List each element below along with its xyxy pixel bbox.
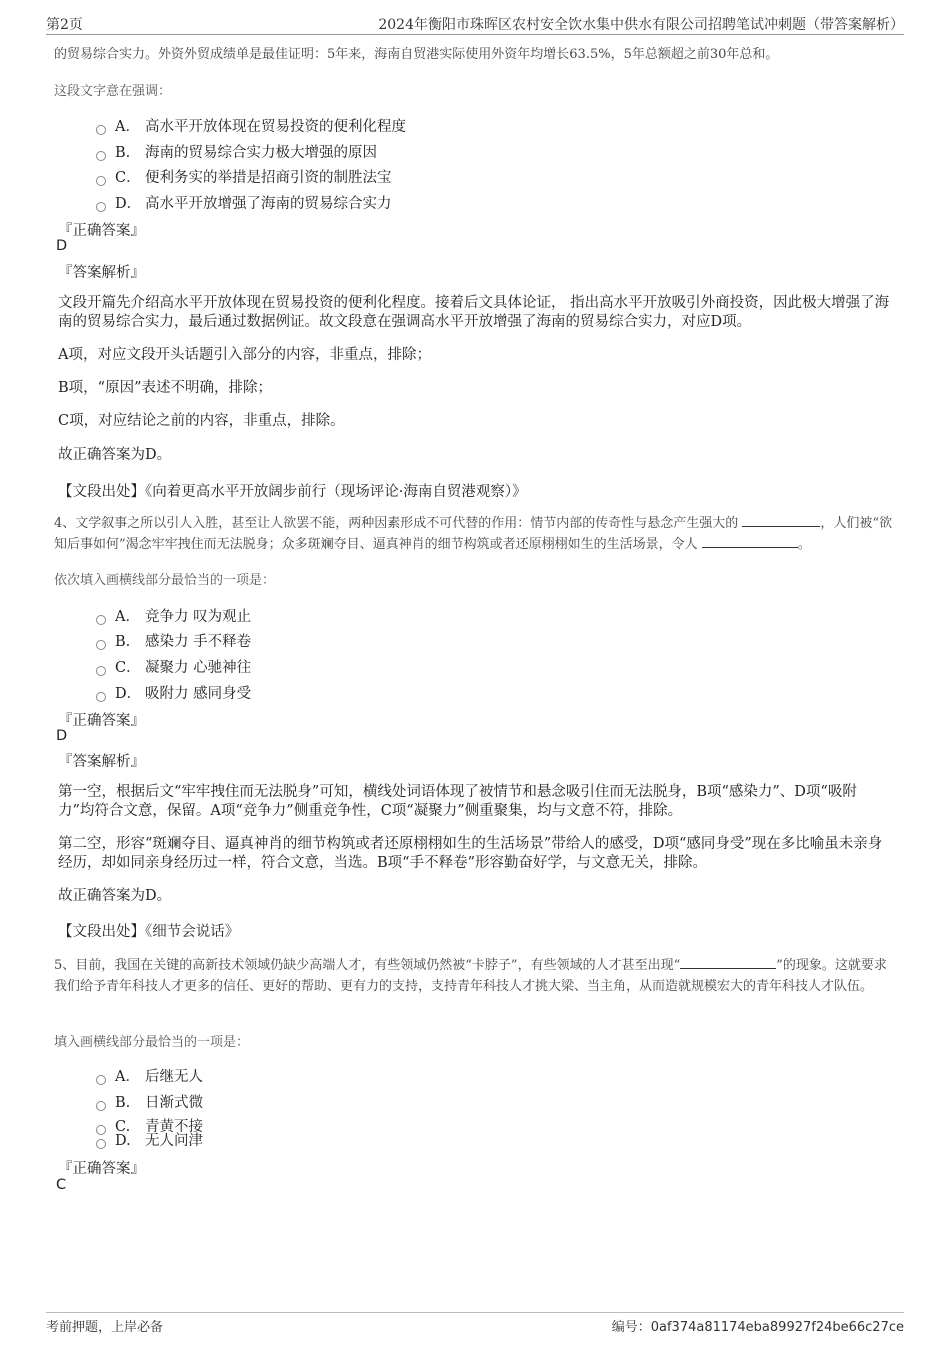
q4-option-c[interactable]: C． 凝聚力 心驰神往 — [96, 656, 251, 678]
radio-icon[interactable] — [96, 176, 106, 186]
radio-icon[interactable] — [96, 640, 106, 650]
q4-option-b[interactable]: B. 感染力 手不释卷 — [96, 630, 251, 652]
radio-icon[interactable] — [96, 666, 106, 676]
page-number: 第2页 — [46, 17, 83, 33]
q4-question-text: 4、文学叙事之所以引人入胜，甚至让人欲罢不能，两种因素形成不可代替的作用：情节内部的传奇性与悬念产生强大的 ，人们被“欲知后事如何”渴念牢牢拽住而无法脱身；众多斑斓夺目、逼真神肖的细节构筑或者还原栩栩如生的生活场景，令人 。 — [54, 513, 899, 555]
q3-option-d[interactable]: D． 高水平开放增强了海南的贸易综合实力 — [96, 192, 392, 214]
blank-line — [702, 534, 798, 548]
q5-option-b[interactable]: B. 日渐式微 — [96, 1091, 203, 1113]
q5-option-c[interactable]: C. 青黄不接 — [96, 1115, 203, 1137]
q4-answer-label: 『正确答案』 — [58, 713, 145, 729]
q3-analysis-5: 故正确答案为D。 — [58, 447, 172, 463]
q5-option-a[interactable]: A． 后继无人 — [96, 1065, 203, 1087]
blank-line — [742, 513, 820, 527]
radio-icon[interactable] — [96, 151, 106, 161]
q4-option-d[interactable]: D． 吸附力 感同身受 — [96, 682, 251, 704]
q5-answer-label: 『正确答案』 — [58, 1161, 145, 1177]
q3-analysis-2: A项，对应文段开头话题引入部分的内容，非重点，排除； — [58, 347, 431, 363]
footer-document-id: 编号：0af374a81174eba89927f24be66c27ce — [611, 1320, 904, 1335]
q4-source: 【文段出处】《细节会说话》 — [58, 924, 240, 940]
radio-icon[interactable] — [96, 202, 106, 212]
radio-icon[interactable] — [96, 125, 106, 135]
radio-icon[interactable] — [96, 1075, 106, 1085]
radio-icon[interactable] — [96, 615, 106, 625]
q4-analysis-3: 故正确答案为D。 — [58, 888, 172, 904]
q3-option-b[interactable]: B. 海南的贸易综合实力极大增强的原因 — [96, 141, 377, 163]
q3-answer: D — [56, 238, 68, 254]
q5-option-d[interactable]: D. 无人问津 — [96, 1129, 203, 1151]
q4-analysis-1: 第一空，根据后文“牢牢拽住而无法脱身”可知，横线处词语体现了被情节和悬念吸引住而无法脱身，B项“感染力”、D项“吸附力”均符合文意，保留。A项“竞争力”侧重竞争性，C项“凝聚力”侧重聚集，均与文意不符，排除。 — [58, 784, 857, 819]
q3-analysis-1: 文段开篇先介绍高水平开放体现在贸易投资的便利化程度。接着后文具体论证， 指出高水平开放吸引外商投资，因此极大增强了海南的贸易综合实力，最后通过数据例证。故文段意在强调高水平开放增强了海南的贸易综合实力，对应D项。 — [58, 295, 890, 330]
q3-analysis-4: C项，对应结论之前的内容，非重点，排除。 — [58, 413, 345, 429]
q4-analysis-2: 第二空，形容“斑斓夺目、逼真神肖的细节构筑或者还原栩栩如生的生活场景”带给人的感受，D项“感同身受”现在多比喻虽未亲身经历，却如同亲身经历过一样，符合文意，当选。B项“手不释卷”形容勤奋好学，与文意无关，排除。 — [58, 836, 883, 871]
radio-icon[interactable] — [96, 692, 106, 702]
blank-line — [680, 955, 776, 969]
radio-icon[interactable] — [96, 1139, 106, 1149]
q3-text-tail: 的贸易综合实力。外资外贸成绩单是最佳证明：5年来，海南自贸港实际使用外资年均增长63.5%，5年总额超之前30年总和。 — [54, 47, 779, 62]
q4-prompt: 依次填入画横线部分最恰当的一项是： — [54, 573, 276, 588]
footer-slogan: 考前押题，上岸必备 — [46, 1320, 164, 1335]
q4-analysis-label: 『答案解析』 — [58, 754, 145, 770]
q3-source: 【文段出处】《向着更高水平开放阔步前行（现场评论·海南自贸港观察）》 — [58, 484, 527, 500]
q4-option-a[interactable]: A． 竞争力 叹为观止 — [96, 605, 251, 627]
q5-answer: C — [56, 1177, 67, 1193]
page-footer — [46, 1312, 904, 1337]
q3-answer-label: 『正确答案』 — [58, 223, 145, 239]
q3-analysis-3: B项，“原因”表述不明确，排除； — [58, 380, 272, 396]
q3-option-a[interactable]: A． 高水平开放体现在贸易投资的便利化程度 — [96, 115, 406, 137]
q3-option-c[interactable]: C． 便利务实的举措是招商引资的制胜法宝 — [96, 166, 392, 188]
q5-question-text: 5、目前，我国在关键的高新技术领域仍缺少高端人才，有些领域仍然被“卡脖子”，有些领域的人才甚至出现“ ”的现象。这就要求我们给予青年科技人才更多的信任、更好的帮助、更有力的支持，支持青年科技人才挑大梁、当主角，从而造就规模宏大的青年科技人才队伍。 — [54, 955, 899, 997]
q3-analysis-label: 『答案解析』 — [58, 265, 145, 281]
q3-prompt: 这段文字意在强调： — [54, 84, 172, 99]
radio-icon[interactable] — [96, 1101, 106, 1111]
q4-answer: D — [56, 728, 68, 744]
page-header — [46, 14, 904, 35]
q5-prompt: 填入画横线部分最恰当的一项是： — [54, 1035, 250, 1050]
document-title: 2024年衡阳市珠晖区农村安全饮水集中供水有限公司招聘笔试冲刺题（带答案解析） — [378, 17, 904, 33]
